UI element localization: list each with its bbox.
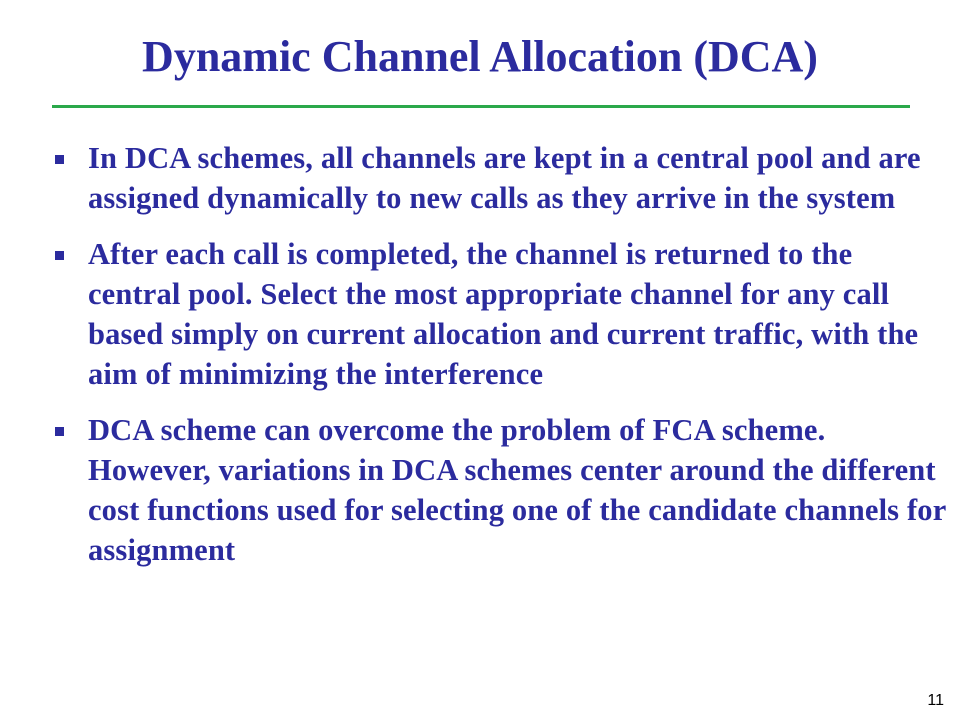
bullet-item	[50, 138, 950, 218]
bullet-item	[50, 234, 950, 394]
bullet-item	[50, 410, 950, 570]
title-divider	[52, 105, 910, 108]
bullet-list	[50, 138, 950, 586]
bullet-text: In DCA schemes, all channels are kept in a central pool and are assigned dynamically to new calls as they arrive in the system	[88, 141, 921, 215]
square-bullet-icon	[55, 155, 64, 164]
square-bullet-icon	[55, 427, 64, 436]
page-number: 11	[927, 692, 944, 709]
slide-title: Dynamic Channel Allocation (DCA)	[142, 32, 818, 81]
bullet-text: After each call is completed, the channel is returned to the central pool. Select the most appropriate channel for any call based simply on current allocation and current traffic, with the aim of minimizing the interference	[88, 237, 919, 391]
bullet-text: DCA scheme can overcome the problem of FCA scheme. However, variations in DCA schemes center around the different cost functions used for selecting one of the candidate channels for assignment	[88, 413, 946, 567]
square-bullet-icon	[55, 251, 64, 260]
